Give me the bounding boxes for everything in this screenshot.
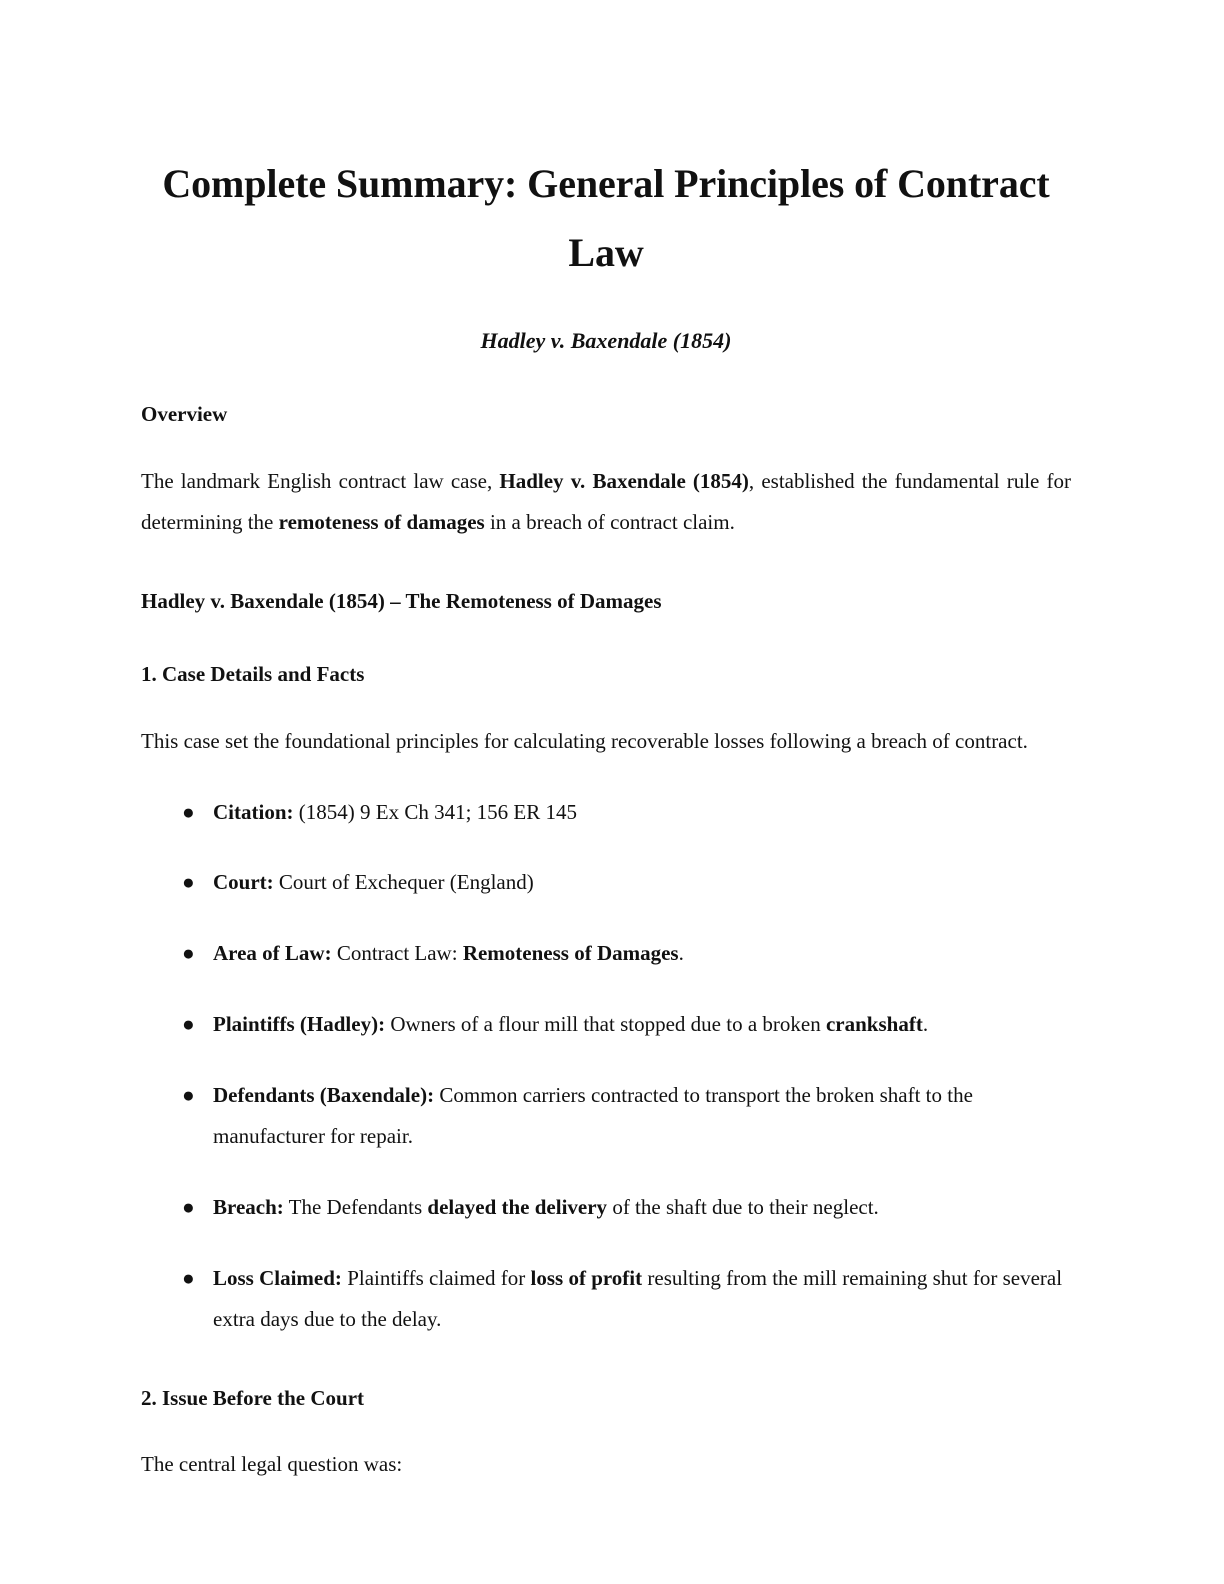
bullet-icon: ● [182, 941, 195, 966]
overview-text-part1: The landmark English contract law case, [141, 468, 500, 493]
bullet-icon: ● [182, 1012, 195, 1037]
list-item-text: (1854) 9 Ex Ch 341; 156 ER 145 [293, 799, 577, 824]
list-item-bold-mid: delayed the delivery [427, 1195, 608, 1220]
list-item [141, 933, 1071, 974]
list-item-label: Breach: [213, 1195, 284, 1220]
list-item-text-after: resulting from the mill remaining shut for several extra days due to the delay. [213, 1266, 1063, 1332]
paragraph-section-2: The central legal question was: [141, 1452, 403, 1477]
list-item-text-after: of the shaft due to their neglect. [607, 1195, 879, 1220]
overview-bold-case-name: Hadley v. Baxendale (1854) [499, 468, 749, 493]
paragraph-section-1: This case set the foundational principles for calculating recoverable losses following a breach of contract. [141, 728, 1028, 753]
list-item-text: The Defendants [283, 1195, 428, 1220]
bullet-icon: ● [182, 1083, 195, 1108]
list-item-label: Court: [213, 870, 274, 895]
heading-case-remoteness: Hadley v. Baxendale (1854) – The Remoteness of Damages [141, 588, 662, 613]
list-item-tail: . [678, 941, 684, 966]
facts-list [141, 792, 1071, 1340]
bullet-icon: ● [182, 799, 195, 824]
heading-overview: Overview [141, 402, 228, 427]
list-item-label: Defendants (Baxendale): [213, 1083, 435, 1108]
document-body [141, 150, 1071, 1485]
list-item-bold-mid: Remoteness of Damages [462, 941, 679, 966]
bullet-icon: ● [182, 1266, 195, 1291]
list-item-label: Plaintiffs (Hadley): [213, 1012, 386, 1037]
paragraph-overview [141, 461, 1071, 543]
list-item-label: Area of Law: [213, 941, 332, 966]
list-item-text: Contract Law: [331, 941, 463, 966]
list-item-bold-mid: crankshaft [825, 1012, 923, 1037]
list-item [141, 1004, 1071, 1045]
list-item [141, 792, 1071, 833]
overview-text-part3: in a breach of contract claim. [484, 509, 735, 534]
overview-bold-remoteness: remoteness of damages [278, 509, 485, 534]
document-subtitle: Hadley v. Baxendale (1854) [480, 327, 732, 353]
list-item-label: Loss Claimed: [213, 1266, 342, 1291]
page-title: Complete Summary: General Principles of Contract Law [162, 161, 1050, 275]
list-item [141, 862, 1071, 903]
list-item-text: Common carriers contracted to transport the broken shaft to the manufacturer for repair. [213, 1083, 973, 1149]
heading-section-1: 1. Case Details and Facts [141, 662, 365, 687]
bullet-icon: ● [182, 1195, 195, 1220]
list-item-text: Plaintiffs claimed for [341, 1266, 531, 1291]
list-item-tail: . [922, 1012, 929, 1037]
list-item [141, 1075, 1071, 1157]
list-item-bold-mid: loss of profit [530, 1266, 643, 1291]
list-item [141, 1258, 1071, 1340]
heading-section-2: 2. Issue Before the Court [141, 1385, 365, 1410]
overview-text-part2: , established the fundamental rule for determining the [141, 468, 1071, 534]
bullet-icon: ● [182, 870, 195, 895]
list-item-text: Owners of a flour mill that stopped due to a broken [385, 1012, 826, 1037]
list-item [141, 1187, 1071, 1228]
list-item-text: Court of Exchequer (England) [273, 870, 534, 895]
list-item-label: Citation: [213, 799, 294, 824]
